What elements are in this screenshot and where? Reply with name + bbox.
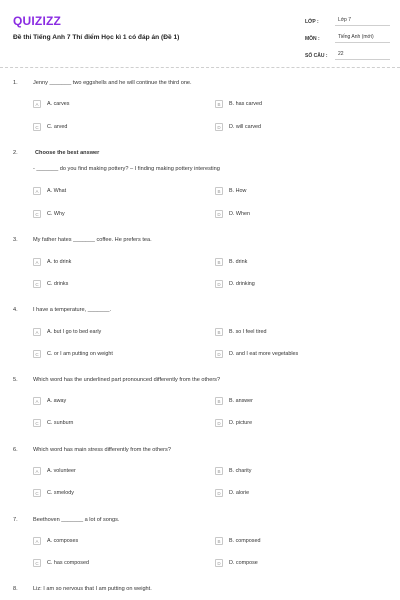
option-letter-box: D: [215, 419, 223, 427]
option-text: A. carves: [47, 101, 70, 107]
option-text: D. will carved: [229, 124, 262, 130]
option-letter-box: C: [33, 350, 41, 358]
option-text: D. When: [229, 211, 250, 217]
option-letter-box: C: [33, 210, 41, 218]
option-text: D. alorie: [229, 490, 250, 496]
option-b[interactable]: [215, 537, 260, 545]
question-number: 4.: [13, 307, 18, 313]
question-text: Which word has the underlined part pronounced differently from the others?: [33, 377, 221, 383]
question-text: Beethoven _______ a lot of songs.: [33, 517, 120, 523]
option-text: A. volunteer: [47, 468, 76, 474]
question-text: I have a temperature, _______.: [33, 307, 112, 313]
option-letter-box: D: [215, 210, 223, 218]
option-c[interactable]: [33, 559, 89, 567]
option-a[interactable]: [33, 258, 71, 266]
option-letter-box: A: [33, 397, 41, 405]
option-text: B. has carved: [229, 101, 262, 107]
option-letter-box: D: [215, 559, 223, 567]
option-letter-box: A: [33, 467, 41, 475]
option-d[interactable]: [215, 559, 258, 567]
question-subtext: - _______ do you find making pottery? – I finding making pottery interesting: [33, 166, 220, 172]
option-text: D. picture: [229, 420, 253, 426]
option-text: A. What: [47, 188, 67, 194]
question-number: 5.: [13, 377, 18, 383]
option-letter-box: A: [33, 537, 41, 545]
question-number: 7.: [13, 517, 18, 523]
meta-row-subject: [305, 33, 390, 44]
option-letter-box: D: [215, 350, 223, 358]
meta-value: 22: [335, 51, 390, 60]
option-a[interactable]: [33, 397, 66, 405]
option-b[interactable]: [215, 258, 247, 266]
option-letter-box: D: [215, 489, 223, 497]
meta-label: MÔN :: [305, 35, 320, 42]
option-c[interactable]: [33, 280, 68, 288]
option-text: B. answer: [229, 398, 253, 404]
option-a[interactable]: [33, 467, 76, 475]
question-number: 1.: [13, 80, 18, 86]
option-d[interactable]: [215, 210, 250, 218]
option-letter-box: C: [33, 280, 41, 288]
option-letter-box: A: [33, 187, 41, 195]
option-c[interactable]: [33, 489, 74, 497]
option-b[interactable]: [215, 187, 246, 195]
option-text: C. has composed: [47, 560, 89, 566]
page-title: Đề thi Tiếng Anh 7 Thí điểm Học kì 1 có đáp án (Đề 1): [13, 34, 180, 41]
option-letter-box: C: [33, 489, 41, 497]
option-letter-box: B: [215, 328, 223, 336]
option-text: A. composes: [47, 538, 79, 544]
option-b[interactable]: [215, 100, 262, 108]
meta-value: Tiếng Anh (mới): [335, 34, 390, 43]
question-number: 8.: [13, 586, 18, 592]
option-text: C. smelody: [47, 490, 74, 496]
header-divider: [0, 67, 400, 68]
question-text: My father hates _______ coffee. He prefers tea.: [33, 237, 152, 243]
option-text: A. to drink: [47, 259, 72, 265]
question-number: 3.: [13, 237, 18, 243]
meta-label: LỚP :: [305, 18, 319, 25]
question-number: 2.: [13, 150, 18, 156]
option-c[interactable]: [33, 350, 113, 358]
option-letter-box: C: [33, 123, 41, 131]
option-c[interactable]: [33, 419, 73, 427]
option-a[interactable]: [33, 537, 78, 545]
option-text: C. Why: [47, 211, 65, 217]
option-letter-box: C: [33, 419, 41, 427]
option-text: B. How: [229, 188, 247, 194]
option-letter-box: B: [215, 537, 223, 545]
option-letter-box: A: [33, 100, 41, 108]
option-d[interactable]: [215, 419, 252, 427]
option-letter-box: D: [215, 123, 223, 131]
question-text: Jenny _______ two eggshells and he will continue the third one.: [33, 80, 192, 86]
option-c[interactable]: [33, 123, 67, 131]
option-b[interactable]: [215, 397, 253, 405]
meta-row-class: [305, 16, 390, 27]
option-letter-box: B: [215, 258, 223, 266]
option-letter-box: B: [215, 467, 223, 475]
option-text: C. arved: [47, 124, 68, 130]
option-text: B. drink: [229, 259, 248, 265]
meta-row-count: [305, 50, 390, 61]
option-letter-box: A: [33, 328, 41, 336]
option-text: C. drinks: [47, 281, 69, 287]
option-a[interactable]: [33, 100, 69, 108]
question-text: Which word has main stress differently from the others?: [33, 447, 171, 453]
question-number: 6.: [13, 447, 18, 453]
option-letter-box: B: [215, 397, 223, 405]
option-text: D. and I eat more vegetables: [229, 351, 299, 357]
option-a[interactable]: [33, 328, 101, 336]
option-text: D. drinking: [229, 281, 255, 287]
option-d[interactable]: [215, 123, 261, 131]
quiz-meta: [305, 16, 390, 67]
option-text: B. composed: [229, 538, 261, 544]
option-text: D. compose: [229, 560, 258, 566]
option-text: C. sunburn: [47, 420, 74, 426]
option-letter-box: B: [215, 187, 223, 195]
option-b[interactable]: [215, 467, 251, 475]
option-c[interactable]: [33, 210, 65, 218]
option-letter-box: A: [33, 258, 41, 266]
option-text: C. or I am putting on weight: [47, 351, 113, 357]
option-b[interactable]: [215, 328, 266, 336]
meta-value: Lớp 7: [335, 17, 390, 26]
option-text: B. so I feel tired: [229, 329, 267, 335]
option-d[interactable]: [215, 489, 249, 497]
option-text: A. but I go to bed early: [47, 329, 102, 335]
option-text: B. charity: [229, 468, 252, 474]
question-text: Choose the best answer: [35, 150, 100, 156]
option-letter-box: C: [33, 559, 41, 567]
option-d[interactable]: [215, 350, 298, 358]
option-a[interactable]: [33, 187, 66, 195]
option-letter-box: D: [215, 280, 223, 288]
meta-label: SỐ CÂU :: [305, 52, 328, 59]
option-text: A. away: [47, 398, 67, 404]
option-letter-box: B: [215, 100, 223, 108]
quizizz-logo: QUIZIZZ: [13, 14, 62, 28]
option-d[interactable]: [215, 280, 255, 288]
question-text: Liz: I am so nervous that I am putting on weight.: [33, 586, 152, 592]
